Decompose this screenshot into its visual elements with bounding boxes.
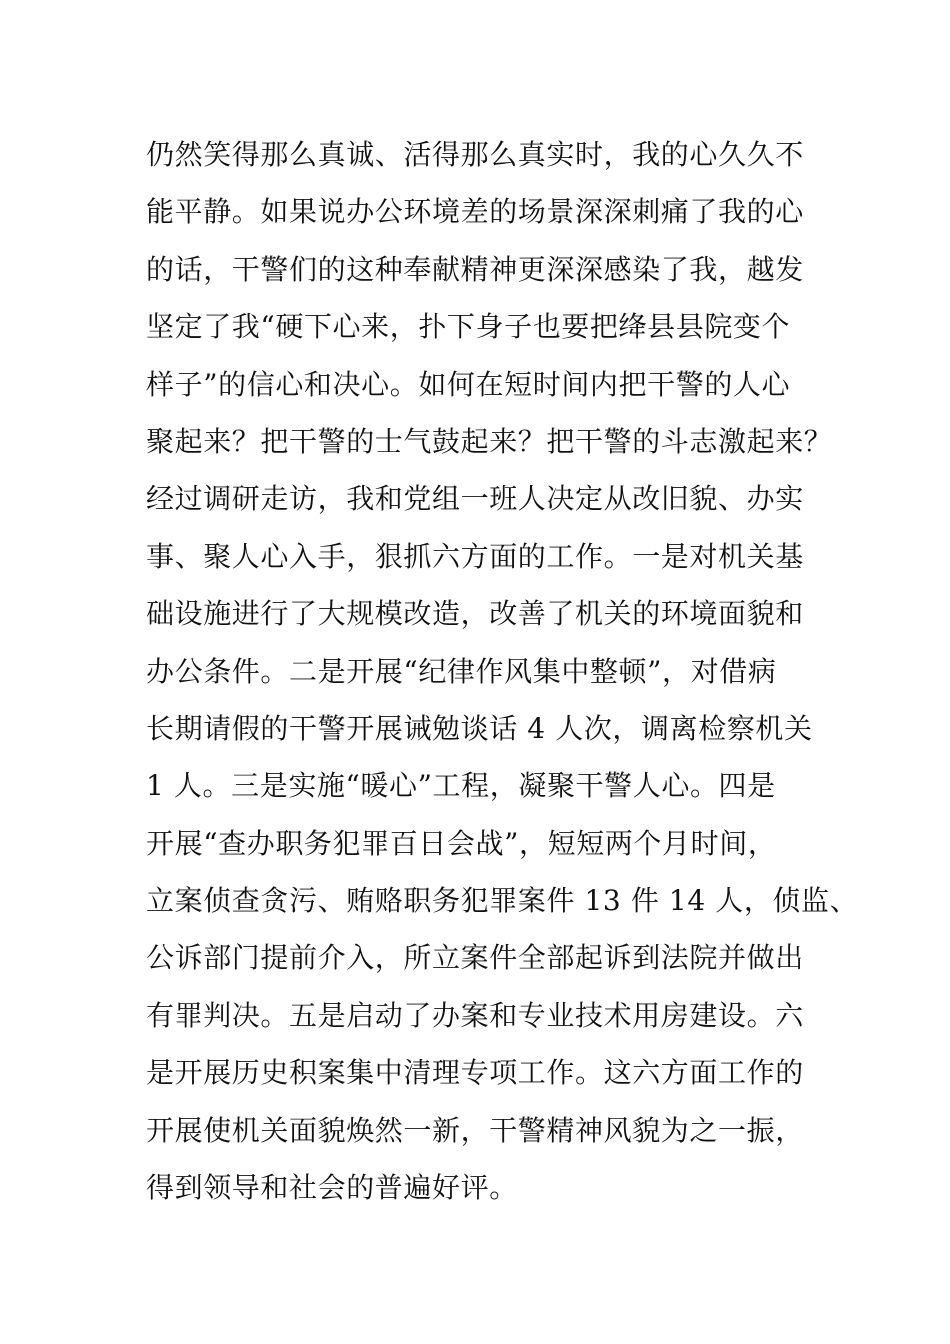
text-line: 长期请假的干警开展诫勉谈话 4 人次，调离检察机关 bbox=[146, 711, 813, 745]
text-line: 是开展历史积案集中清理专项工作。这六方面工作的 bbox=[146, 1056, 804, 1090]
text-line: 办公条件。二是开展“纪律作风集中整顿”，对借病 bbox=[146, 654, 777, 688]
text-line: 开展使机关面貌焕然一新，干警精神风貌为之一振， bbox=[146, 1113, 804, 1147]
text-line: 仍然笑得那么真诚、活得那么真实时，我的心久久不 bbox=[146, 138, 804, 171]
text-line: 聚起来？把干警的士气鼓起来？把干警的斗志激起来？ bbox=[146, 424, 833, 458]
text-line: 开展“查办职务犯罪百日会战”，短短两个月时间， bbox=[146, 826, 777, 860]
body-paragraph bbox=[146, 126, 859, 1216]
text-line: 能平静。如果说办公环境差的场景深深刺痛了我的心 bbox=[146, 195, 804, 229]
text-line: 础设施进行了大规模改造，改善了机关的环境面貌和 bbox=[146, 597, 804, 631]
text-line: 得到领导和社会的普遍好评。 bbox=[146, 1171, 518, 1205]
text-line: 的话，干警们的这种奉献精神更深深感染了我，越发 bbox=[146, 252, 804, 286]
text-line: 立案侦查贪污、贿赂职务犯罪案件 13 件 14 人，侦监、 bbox=[146, 884, 859, 918]
text-line: 有罪判决。五是启动了办案和专业技术用房建设。六 bbox=[146, 998, 804, 1032]
text-line: 样子”的信心和决心。如何在短时间内把干警的人心 bbox=[146, 367, 791, 401]
text-line: 事、聚人心入手，狠抓六方面的工作。一是对机关基 bbox=[146, 539, 804, 573]
text-line: 公诉部门提前介入，所立案件全部起诉到法院并做出 bbox=[146, 941, 804, 975]
text-line: 经过调研走访，我和党组一班人决定从改旧貌、办实 bbox=[146, 482, 804, 516]
text-line: 1 人。三是实施“暖心”工程，凝聚干警人心。四是 bbox=[146, 769, 776, 803]
text-line: 坚定了我“硬下心来，扑下身子也要把绛县县院变个 bbox=[146, 310, 791, 344]
